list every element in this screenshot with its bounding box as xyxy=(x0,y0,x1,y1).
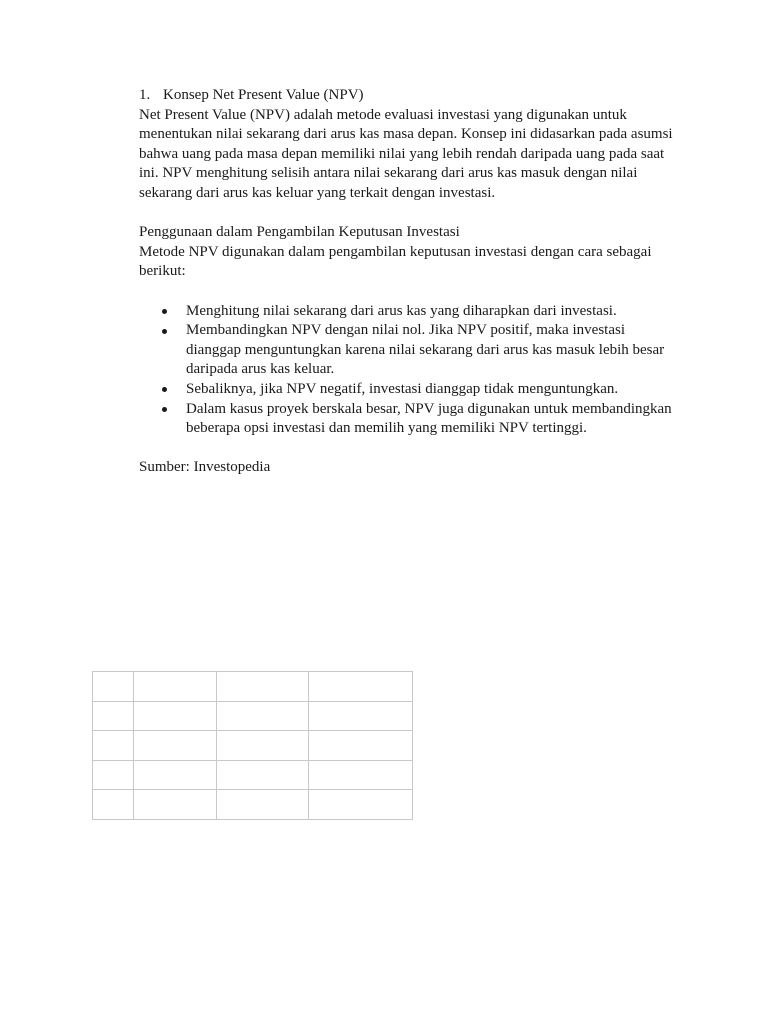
list-item-text: Dalam kasus proyek berskala besar, NPV juga digunakan untuk membandingkan beberapa opsi investasi dan memilih yang memiliki NPV tertinggi. xyxy=(186,400,672,437)
list-item-text: Menghitung nilai sekarang dari arus kas yang diharapkan dari investasi. xyxy=(186,302,617,319)
list-item-text: Sebaliknya, jika NPV negatif, investasi dianggap tidak menguntungkan. xyxy=(186,380,619,397)
table-row xyxy=(93,790,413,820)
table-cell xyxy=(217,701,309,731)
table-row xyxy=(93,701,413,731)
intro-paragraph: Net Present Value (NPV) adalah metode evaluasi investasi yang digunakan untuk menentukan nilai sekarang dari arus kas masa depan. Konsep ini didasarkan pada asumsi bahwa uang pada masa depan memiliki nilai yang lebih rendah daripada uang pada saat ini. NPV menghitung selisih antara nilai sekarang dari arus kas masuk dengan nilai sekarang dari arus kas keluar yang terkait dengan investasi. xyxy=(139,106,673,201)
blank-line xyxy=(139,439,674,459)
empty-table-container xyxy=(92,671,413,820)
table-cell xyxy=(309,672,413,702)
subheading-paragraph: Metode NPV digunakan dalam pengambilan keputusan investasi dengan cara sebagai berikut: xyxy=(139,243,652,280)
table-cell xyxy=(217,790,309,820)
empty-table xyxy=(92,671,413,820)
table-cell xyxy=(309,760,413,790)
blank-line xyxy=(139,282,674,302)
blank-line xyxy=(139,204,674,224)
table-cell xyxy=(134,672,217,702)
table-cell xyxy=(93,672,134,702)
document-body xyxy=(139,86,674,478)
table-row xyxy=(93,731,413,761)
table-cell xyxy=(217,760,309,790)
table-cell xyxy=(93,760,134,790)
bullet-dot-icon xyxy=(162,309,167,314)
table-cell xyxy=(93,790,134,820)
table-row xyxy=(93,760,413,790)
table-cell xyxy=(134,760,217,790)
bullet-dot-icon xyxy=(162,387,167,392)
table-cell xyxy=(309,790,413,820)
list-item-text: Membandingkan NPV dengan nilai nol. Jika NPV positif, maka investasi dianggap menguntungkan karena nilai sekarang dari arus kas masuk lebih besar daripada arus kas keluar. xyxy=(186,322,665,378)
list-item xyxy=(139,400,674,439)
table-cell xyxy=(93,701,134,731)
table-cell xyxy=(217,672,309,702)
table-cell xyxy=(134,790,217,820)
bullet-list xyxy=(139,302,674,439)
source-line: Sumber: Investopedia xyxy=(139,459,271,476)
heading-number: 1. xyxy=(139,87,151,103)
table-cell xyxy=(309,701,413,731)
bullet-dot-icon xyxy=(162,329,167,334)
table-cell xyxy=(217,731,309,761)
list-item xyxy=(139,321,674,380)
list-item xyxy=(139,302,674,322)
subheading: Penggunaan dalam Pengambilan Keputusan Investasi xyxy=(139,224,460,241)
table-cell xyxy=(309,731,413,761)
list-item xyxy=(139,380,674,400)
section-heading xyxy=(139,86,674,106)
table-cell xyxy=(93,731,134,761)
bullet-dot-icon xyxy=(162,407,167,412)
heading-title: Konsep Net Present Value (NPV) xyxy=(163,87,364,103)
table-cell xyxy=(134,701,217,731)
table-body xyxy=(93,672,413,820)
table-cell xyxy=(134,731,217,761)
table-row xyxy=(93,672,413,702)
